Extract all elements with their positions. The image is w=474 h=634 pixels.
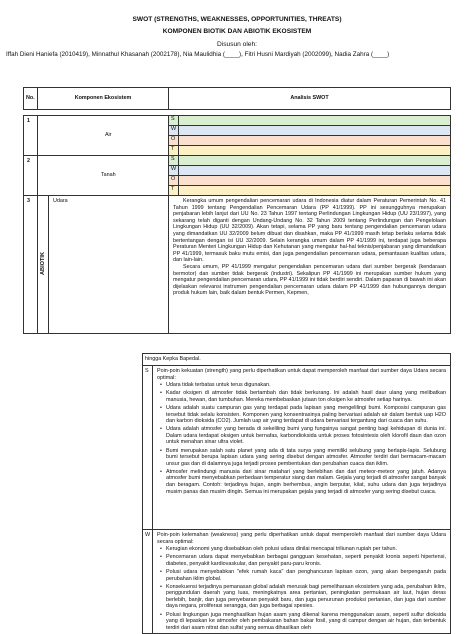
header-component: Komponen Ekosistem xyxy=(38,88,169,110)
swot-letter-t: T xyxy=(169,146,179,156)
swot-letter-s: S xyxy=(169,116,179,126)
component-tanah: Tanah xyxy=(49,156,169,196)
continuation-text: hingga Kepka Bapedal. xyxy=(143,354,451,366)
table-row xyxy=(24,196,451,334)
list-item: • Kerugian ekonomi yang disebabkan oleh polusi udara dinilai mencapai triliunan rupiah per tahun. xyxy=(166,546,446,553)
table-row xyxy=(24,116,451,126)
row-number: 3 xyxy=(24,196,38,334)
swot-letter-w: W xyxy=(143,530,153,634)
udara-paragraph: Secara umum, PP 41/1999 mengatur pengendalian pencemaran udara dari sumber bergerak (kendaraan bermotor) dan sumber tidak bergerak (industri). Sekalipun PP 41/1999 ini merupakan sumber hukum yang mengatur pengendalian pencemaran udara, PP 41/1999 ini tidak berdiri sendiri. Dalam paparan di bawah ini akan dijelaskan relevansi instrumen pengendalian pencemaran udara dalam PP 41/1999 dan hubungannya dengan produk hukum lain, baik dalam bentuk Permen, Kepmen, xyxy=(173,263,446,297)
swot-cell-w xyxy=(179,166,451,176)
swot-table-continued xyxy=(142,353,451,634)
swot-cell-s xyxy=(179,156,451,166)
swot-cell-w xyxy=(179,126,451,136)
authors-line: Iffah Dieni Haniefa (2010419), Minnathul Khasanah (2002178), Nia Maulidhia (____), Fitri Husni Mardiyah (2002099), Nadia Zahra (____) xyxy=(6,51,390,58)
list-item: • Atmosfer melindungi manusia dari sinar matahari yang berlebihan dan dari meteor-meteor yang jatuh. Adanya atmosfer bumi menyebabkan perbedaan temperatur siang dan malam. Gejala yang terjadi di atmosfer sangat banyak dan beragam. Contoh: terjadinya hujan, angin berhembus, angin berputar, kilat, suhu udara dan juga terjadinya musim panas dan musim dingin. Semua ini merupakan gejala yang terjadi di atmosfer yang sering disebut cuaca. xyxy=(166,469,446,495)
swot-letter-o: O xyxy=(169,136,179,146)
weakness-intro: Poin-poin kelemahan (weakness) yang perlu diperhatikan untuk dapat memperoleh manfaat dari sumber daya Udara secara optimal: xyxy=(157,532,446,545)
strength-row xyxy=(143,366,451,530)
swot-letter-o: O xyxy=(169,176,179,186)
weakness-row xyxy=(143,530,451,634)
swot-table xyxy=(23,87,451,334)
swot-letter-t: T xyxy=(169,186,179,196)
weakness-list xyxy=(157,546,446,631)
component-air: Air xyxy=(49,116,169,156)
list-item: • Udara adalah suatu campuran gas yang terdapat pada lapisan yang mengelilingi bumi. Komposisi campuran gas tersebut tidak selalu konsisten. Komponen yang konsentrasinya paling bervariasi adalah air dalam bentuk uap H2O dan karbon dioksida (CO2). Jumlah uap air yang terdapat di udara bervariasi tergantung dari cuaca dan suhu. xyxy=(166,405,446,425)
list-item: • Konsekuensi terjadinya pemanasan global adalah merusak bagi pemeliharaan ekosistem yang ada, perubahan iklim, penggundulan daerah yang luas, meningkatnya area pertanian, peningkatan permukaan air laut, hujan deras berlebih, banjir, dan juga penyebaran penyakit baru, dan juga penurunan produksi pertanian, dan juga dari sumber daya negara, proliferasi serangga, dan juga berbagai spesies. xyxy=(166,584,446,610)
prepared-by: Disusun oleh: xyxy=(217,41,257,48)
abiotik-group-label: ABIOTIK xyxy=(39,251,46,275)
swot-letter-w: W xyxy=(169,166,179,176)
header-no: No. xyxy=(24,88,38,110)
udara-paragraph: Kerangka umum pengendalian pencemaran udara di Indonesia diatur dalam Peraturan Pemerintah No. 41 Tahun 1999 tentang Pengendalian Pencemaran Udara (PP 41/1999). PP ini sesungguhnya merupakan penjabaran lebih lanjut dari UU No. 23 Tahun 1997 tentang Perlindungan Lingkungan Hidup (UU 23/1997), yang sekarang telah diganti dengan Undang-Undang No. 32 Tahun 2009 tentang Perlindungan dan Pengelolaan Lingkungan Hidup (UU 32/2009). Akan tetapi, selama PP yang baru tentang pengendalian pencemaran udara yang dimandatkan UU 32/2009 belum dibuat dan disahkan, maka PP 41/1999 masih tetap berlaku selama tidak bertentangan dengan isi UU 32/2009. Selain kerangka umum dalam PP 41/1999 ini, terdapat juga beberapa Peraturan Menteri Lingkungan Hidup dan Kehutanan yang mengatur hal-hal teknis/penjabaran yang dimandatkan PP 41/1999, termasuk baku mutu emisi, dan juga pengendalian pencemaran udara, pemantauan kualitas udara, dan lain-lain. xyxy=(173,198,446,264)
list-item: • Bumi merupakan salah satu planet yang ada di tata surya yang memiliki selubung yang berlapis-lapis. Selubung bumi tersebut berupa lapisan udara yang sering disebut dengan atmosfer. Atmosfer terdiri dari bermacam-macam unsur gas dan di dalamnya juga terjadi proses pembentukan dan perubahan cuaca dan iklim. xyxy=(166,448,446,468)
table-row xyxy=(24,156,451,166)
swot-cell-t xyxy=(179,146,451,156)
swot-letter-w: W xyxy=(169,126,179,136)
document-title: SWOT (STRENGTHS, WEAKNESSES, OPPORTUNITIES, THREATS) xyxy=(132,16,342,23)
document-subtitle: KOMPONEN BIOTIK DAN ABIOTIK EKOSISTEM xyxy=(162,28,312,35)
strength-list xyxy=(157,382,446,495)
swot-cell-o xyxy=(179,136,451,146)
component-udara: Udara xyxy=(49,196,169,334)
swot-cell-t xyxy=(179,186,451,196)
swot-letter-s: S xyxy=(143,366,153,530)
list-item: • Kadar oksigen di atmosfer tidak bertambah dan tidak berkurang. Ini adalah hasil daur ulang yang melibatkan manusia, hewan, dan tumbuhan. Mereka membebaskan jutaan ton oksigen ke atmosfer setiap harinya. xyxy=(166,390,446,403)
row-number: 2 xyxy=(24,156,38,196)
swot-letter-s: S xyxy=(169,156,179,166)
list-item: • Udara adalah atmosfer yang berada di sekeliling bumi yang fungsinya sangat penting bagi kehidupan di dunia ini. Dalam udara terdapat oksigen untuk bernafas, karbondioksida untuk proses fotosintesis oleh klorofil daun dan ozon untuk menahan sinar ultra violet. xyxy=(166,426,446,446)
weakness-content xyxy=(153,530,451,634)
udara-description xyxy=(169,196,451,334)
list-item: • Udara tidak terbatas untuk terus digunakan. xyxy=(166,382,446,389)
strength-content xyxy=(153,366,451,530)
list-item: • Pencemaran udara dapat menyebabkan berbagai gangguan kesehatan, seperti penyakit kronis seperti hipertensi, diabetes, penyakit kardiovaskular, dan penyakit paru-paru kronis. xyxy=(166,554,446,567)
swot-cell-s xyxy=(179,116,451,126)
strength-intro: Poin-poin kekuatan (strength) yang perlu diperhatikan untuk dapat memperoleh manfaat dari sumber daya Udara secara optimal: xyxy=(157,368,446,381)
header-swot: Analisis SWOT xyxy=(169,88,451,110)
table-header-row xyxy=(24,88,451,110)
list-item: • Polusi udara menyebabkan "efek rumah kaca" dan penghancuran lapisan ozon, yang akan berpengaruh pada perubahan iklim global. xyxy=(166,569,446,582)
swot-cell-o xyxy=(179,176,451,186)
list-item: • Polusi lingkungan juga menghasilkan hujan asam yang dikenal karena menggunakan asam, seperti sulfur dioksida yang di lepaskan ke atmosfer oleh pembakaran bahan bakar fosil, yang di campur dengan air hujan, dan terbentuk terdiri dari asam nitrat dan sulfat yang semua dihasilkan oleh xyxy=(166,612,446,632)
row-number: 1 xyxy=(24,116,38,156)
